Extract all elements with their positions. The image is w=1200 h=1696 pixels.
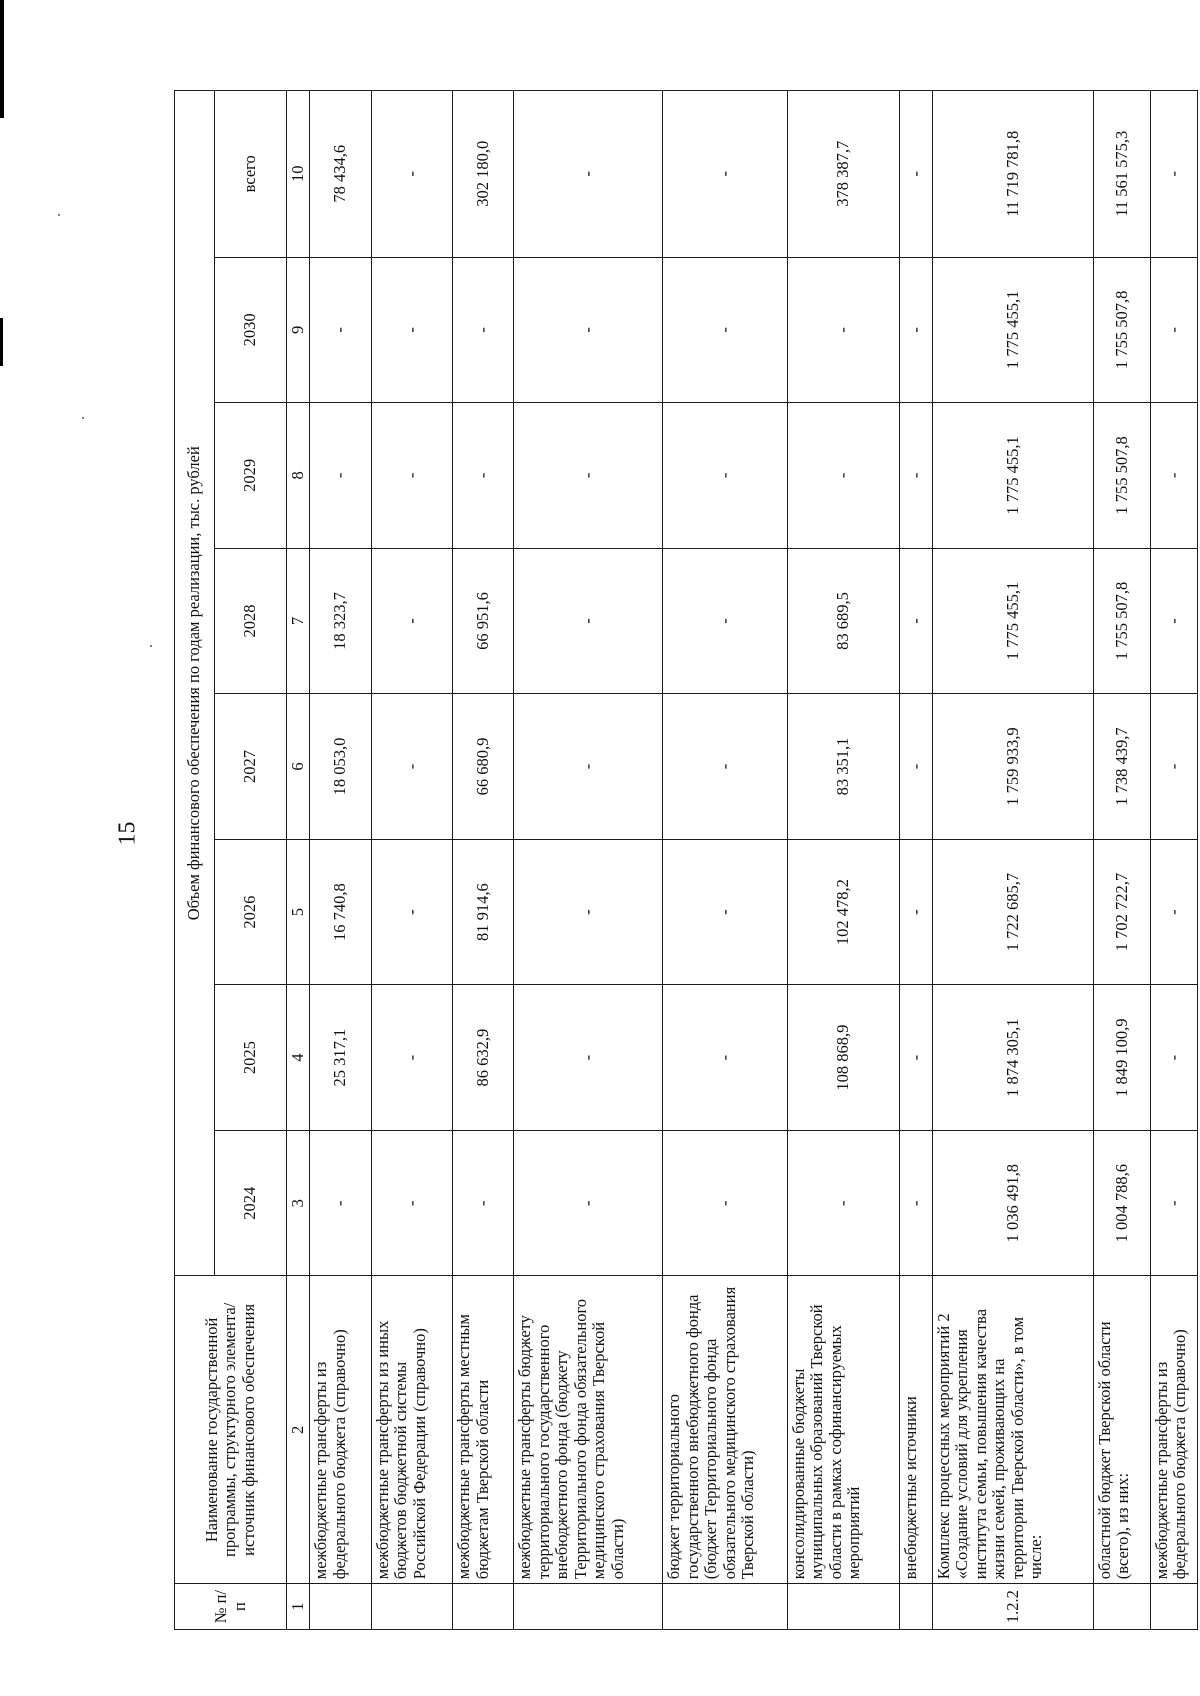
header-col-no: № п/п — [175, 1584, 287, 1630]
row-name: консолидированные бюджеты муниципальных образований Тверской области в рамках софинансируемых мероприятий — [787, 1276, 899, 1584]
header-year: 2030 — [215, 257, 287, 403]
header-year: 2028 — [215, 548, 287, 694]
header-index-cell: 10 — [287, 91, 310, 258]
header-index-cell: 8 — [287, 403, 310, 549]
value-cell: - — [663, 548, 787, 694]
header-year: 2027 — [215, 694, 287, 840]
scan-margin-mark-top — [0, 0, 4, 118]
scan-speck — [150, 645, 152, 647]
value-cell: - — [1151, 694, 1198, 840]
row-name: межбюджетные трансферты из федерального бюджета (справочно) — [1151, 1276, 1198, 1584]
row-name: межбюджетные трансферты местным бюджетам Тверской области — [453, 1276, 514, 1584]
header-group-title: Объем финансового обеспечения по годам реализации, тыс. рублей — [175, 91, 215, 1276]
value-cell: - — [514, 1130, 663, 1276]
value-cell: - — [371, 694, 453, 840]
value-cell: 66 951,6 — [453, 548, 514, 694]
value-cell: - — [900, 257, 933, 403]
value-cell: - — [371, 257, 453, 403]
table-row — [371, 91, 453, 1630]
value-cell: 83 351,1 — [787, 694, 899, 840]
value-cell: - — [310, 1130, 371, 1276]
value-cell: 81 914,6 — [453, 839, 514, 985]
header-index-row — [287, 91, 310, 1630]
row-number — [310, 1584, 371, 1630]
value-cell: - — [900, 548, 933, 694]
row-name: внебюджетные источники — [900, 1276, 933, 1584]
value-cell: 16 740,8 — [310, 839, 371, 985]
table-row — [453, 91, 514, 1630]
header-year: 2025 — [215, 985, 287, 1131]
value-cell: - — [663, 839, 787, 985]
value-cell: - — [453, 257, 514, 403]
row-name: областной бюджет Тверской области (всего), из них: — [1093, 1276, 1150, 1584]
value-cell: - — [663, 91, 787, 258]
value-cell: 1 738 439,7 — [1093, 694, 1150, 840]
value-cell: 1 004 788,6 — [1093, 1130, 1150, 1276]
value-cell: 1 759 933,9 — [932, 694, 1093, 840]
value-cell: 25 317,1 — [310, 985, 371, 1131]
value-cell: - — [900, 839, 933, 985]
header-col-name: Наименование государственной программы, структурного элемента/источник финансового обеспечения — [175, 1276, 287, 1584]
row-number — [900, 1584, 933, 1630]
value-cell: - — [514, 548, 663, 694]
header-index-cell: 7 — [287, 548, 310, 694]
value-cell: - — [453, 403, 514, 549]
value-cell: 1 755 507,8 — [1093, 257, 1150, 403]
row-name: межбюджетные трансферты бюджету территориального государственного внебюджетного фонда (бюджету Территориального фонда обязательного медицинского страхования Тверской области) — [514, 1276, 663, 1584]
table-row — [1093, 91, 1150, 1630]
value-cell: 102 478,2 — [787, 839, 899, 985]
value-cell: 1 722 685,7 — [932, 839, 1093, 985]
row-number — [1093, 1584, 1150, 1630]
value-cell: 1 775 455,1 — [932, 257, 1093, 403]
header-index-cell: 2 — [287, 1276, 310, 1584]
value-cell: - — [663, 1130, 787, 1276]
value-cell: - — [787, 257, 899, 403]
value-cell: - — [787, 1130, 899, 1276]
table-row — [932, 91, 1093, 1630]
value-cell: 18 323,7 — [310, 548, 371, 694]
row-name: межбюджетные трансферты из иных бюджетов бюджетной системы Российской Федерации (справочно) — [371, 1276, 453, 1584]
value-cell: 1 775 455,1 — [932, 548, 1093, 694]
value-cell: - — [514, 694, 663, 840]
value-cell: 1 849 100,9 — [1093, 985, 1150, 1131]
value-cell: 302 180,0 — [453, 91, 514, 258]
financing-table — [174, 90, 1198, 1630]
value-cell: - — [900, 694, 933, 840]
header-index-cell: 6 — [287, 694, 310, 840]
value-cell: - — [371, 91, 453, 258]
value-cell: - — [1151, 1130, 1198, 1276]
value-cell: - — [663, 985, 787, 1131]
value-cell: 83 689,5 — [787, 548, 899, 694]
value-cell: - — [514, 985, 663, 1131]
header-index-cell: 5 — [287, 839, 310, 985]
header-index-cell: 4 — [287, 985, 310, 1131]
value-cell: - — [371, 1130, 453, 1276]
row-number — [453, 1584, 514, 1630]
value-cell: 1 874 305,1 — [932, 985, 1093, 1131]
row-number — [514, 1584, 663, 1630]
value-cell: - — [453, 1130, 514, 1276]
page-number: 15 — [114, 821, 141, 846]
row-name: бюджет территориального государственного внебюджетного фонда (бюджет Территориального фонда обязательного медицинского страхования Тверской области) — [663, 1276, 787, 1584]
value-cell: - — [514, 91, 663, 258]
table-row — [787, 91, 899, 1630]
value-cell: - — [371, 985, 453, 1131]
value-cell: - — [1151, 548, 1198, 694]
value-cell: - — [663, 694, 787, 840]
value-cell: - — [900, 403, 933, 549]
value-cell: - — [787, 403, 899, 549]
value-cell: - — [310, 403, 371, 549]
value-cell: - — [514, 839, 663, 985]
value-cell: - — [1151, 257, 1198, 403]
value-cell: 1 755 507,8 — [1093, 403, 1150, 549]
value-cell: - — [663, 257, 787, 403]
value-cell: - — [514, 403, 663, 549]
value-cell: 11 719 781,8 — [932, 91, 1093, 258]
value-cell: - — [663, 403, 787, 549]
value-cell: 66 680,9 — [453, 694, 514, 840]
value-cell: 78 434,6 — [310, 91, 371, 258]
value-cell: - — [1151, 839, 1198, 985]
header-year: 2029 — [215, 403, 287, 549]
value-cell: - — [900, 1130, 933, 1276]
value-cell: 1 702 722,7 — [1093, 839, 1150, 985]
header-index-cell: 1 — [287, 1584, 310, 1630]
scan-speck — [58, 214, 60, 216]
value-cell: - — [514, 257, 663, 403]
value-cell: - — [1151, 403, 1198, 549]
row-number — [1151, 1584, 1198, 1630]
row-number — [787, 1584, 899, 1630]
header-year: 2026 — [215, 839, 287, 985]
value-cell: 378 387,7 — [787, 91, 899, 258]
table-row — [900, 91, 933, 1630]
value-cell: - — [371, 839, 453, 985]
value-cell: 108 868,9 — [787, 985, 899, 1131]
table-row — [310, 91, 371, 1630]
row-number — [371, 1584, 453, 1630]
value-cell: - — [371, 548, 453, 694]
row-name: Комплекс процессных мероприятий 2 «Создание условий для укрепления института семьи, повышения качества жизни семей, проживающих на территории Тверской области», в том числе: — [932, 1276, 1093, 1584]
value-cell: 86 632,9 — [453, 985, 514, 1131]
table-body — [310, 91, 1198, 1630]
row-number: 1.2.2 — [932, 1584, 1093, 1630]
value-cell: 11 561 575,3 — [1093, 91, 1150, 258]
value-cell: - — [900, 985, 933, 1131]
value-cell: - — [900, 91, 933, 258]
table-row — [514, 91, 663, 1630]
scan-margin-mark-mid — [0, 318, 3, 366]
rotated-table-container — [174, 90, 1198, 1630]
header-index-cell: 9 — [287, 257, 310, 403]
table-row — [663, 91, 787, 1630]
value-cell: 18 053,0 — [310, 694, 371, 840]
row-number — [663, 1584, 787, 1630]
value-cell: - — [310, 257, 371, 403]
row-name: межбюджетные трансферты из федерального бюджета (справочно) — [310, 1276, 371, 1584]
table-row — [1151, 91, 1198, 1630]
value-cell: - — [1151, 985, 1198, 1131]
value-cell: - — [1151, 91, 1198, 258]
value-cell: 1 036 491,8 — [932, 1130, 1093, 1276]
value-cell: - — [371, 403, 453, 549]
header-year: 2024 — [215, 1130, 287, 1276]
header-index-cell: 3 — [287, 1130, 310, 1276]
value-cell: 1 775 455,1 — [932, 403, 1093, 549]
value-cell: 1 755 507,8 — [1093, 548, 1150, 694]
header-year: всего — [215, 91, 287, 258]
scan-speck — [82, 417, 84, 419]
